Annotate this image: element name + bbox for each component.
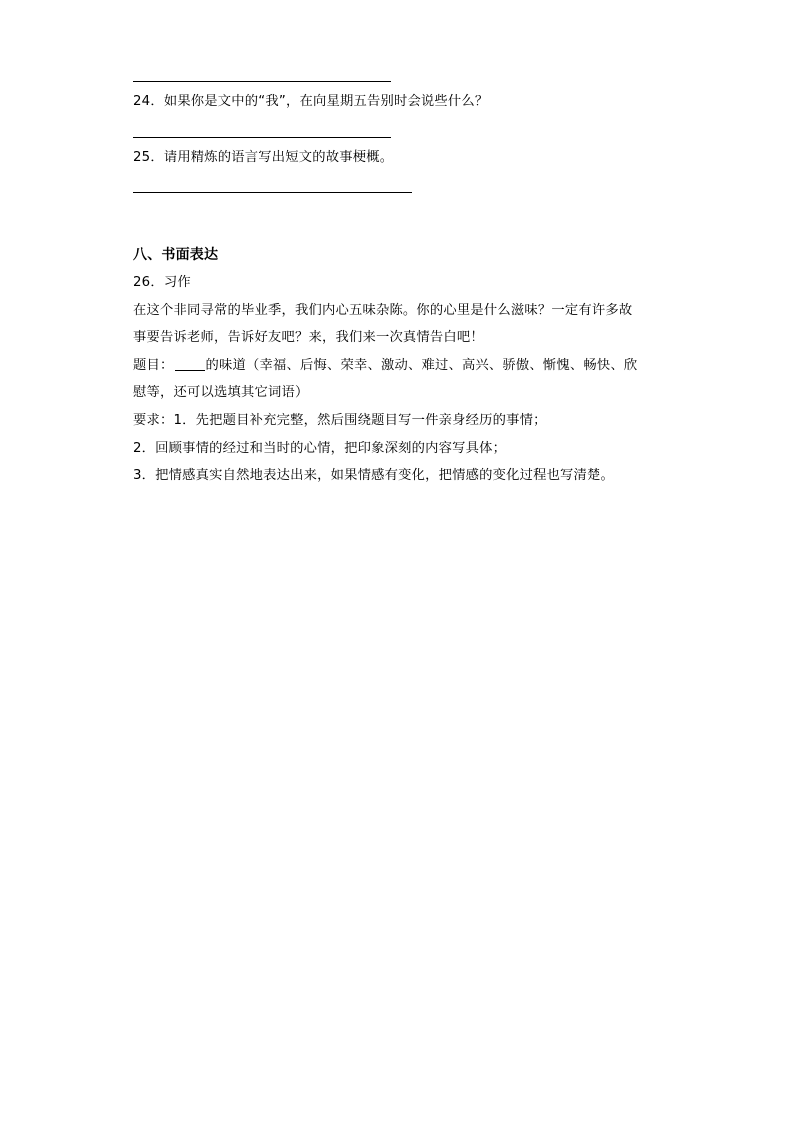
question-25: 25．请用精炼的语言写出短文的故事梗概。 xyxy=(133,150,394,165)
requirement-2: 2．回顾事情的经过和当时的心情，把印象深刻的内容写具体； xyxy=(133,441,507,456)
section-heading: 八、书面表达 xyxy=(133,247,219,263)
title-line xyxy=(133,357,637,375)
requirement-1: 要求：1．先把题目补充完整，然后围绕题目写一件亲身经历的事情； xyxy=(133,413,547,428)
prompt-line-2: 事要告诉老师，告诉好友吧？来，我们来一次真情告白吧！ xyxy=(133,330,484,345)
requirement-3: 3．把情感真实自然地表达出来，如果情感有变化，把情感的变化过程也写清楚。 xyxy=(133,468,615,483)
question-26: 26．习作 xyxy=(133,275,191,290)
answer-line-23 xyxy=(133,81,391,82)
answer-line-25 xyxy=(133,192,412,193)
title-blank xyxy=(175,357,205,371)
title-prefix: 题目： xyxy=(133,358,174,373)
question-24: 24．如果你是文中的“我”，在向星期五告别时会说些什么？ xyxy=(133,94,489,109)
prompt-line-1: 在这个非同寻常的毕业季，我们内心五味杂陈。你的心里是什么滋味？一定有许多故 xyxy=(133,303,633,318)
title-suffix: 的味道（幸福、后悔、荣幸、激动、难过、高兴、骄傲、惭愧、畅快、欣 xyxy=(205,358,638,373)
answer-line-24 xyxy=(133,137,391,138)
title-line-2: 慰等，还可以选填其它词语） xyxy=(133,385,309,400)
